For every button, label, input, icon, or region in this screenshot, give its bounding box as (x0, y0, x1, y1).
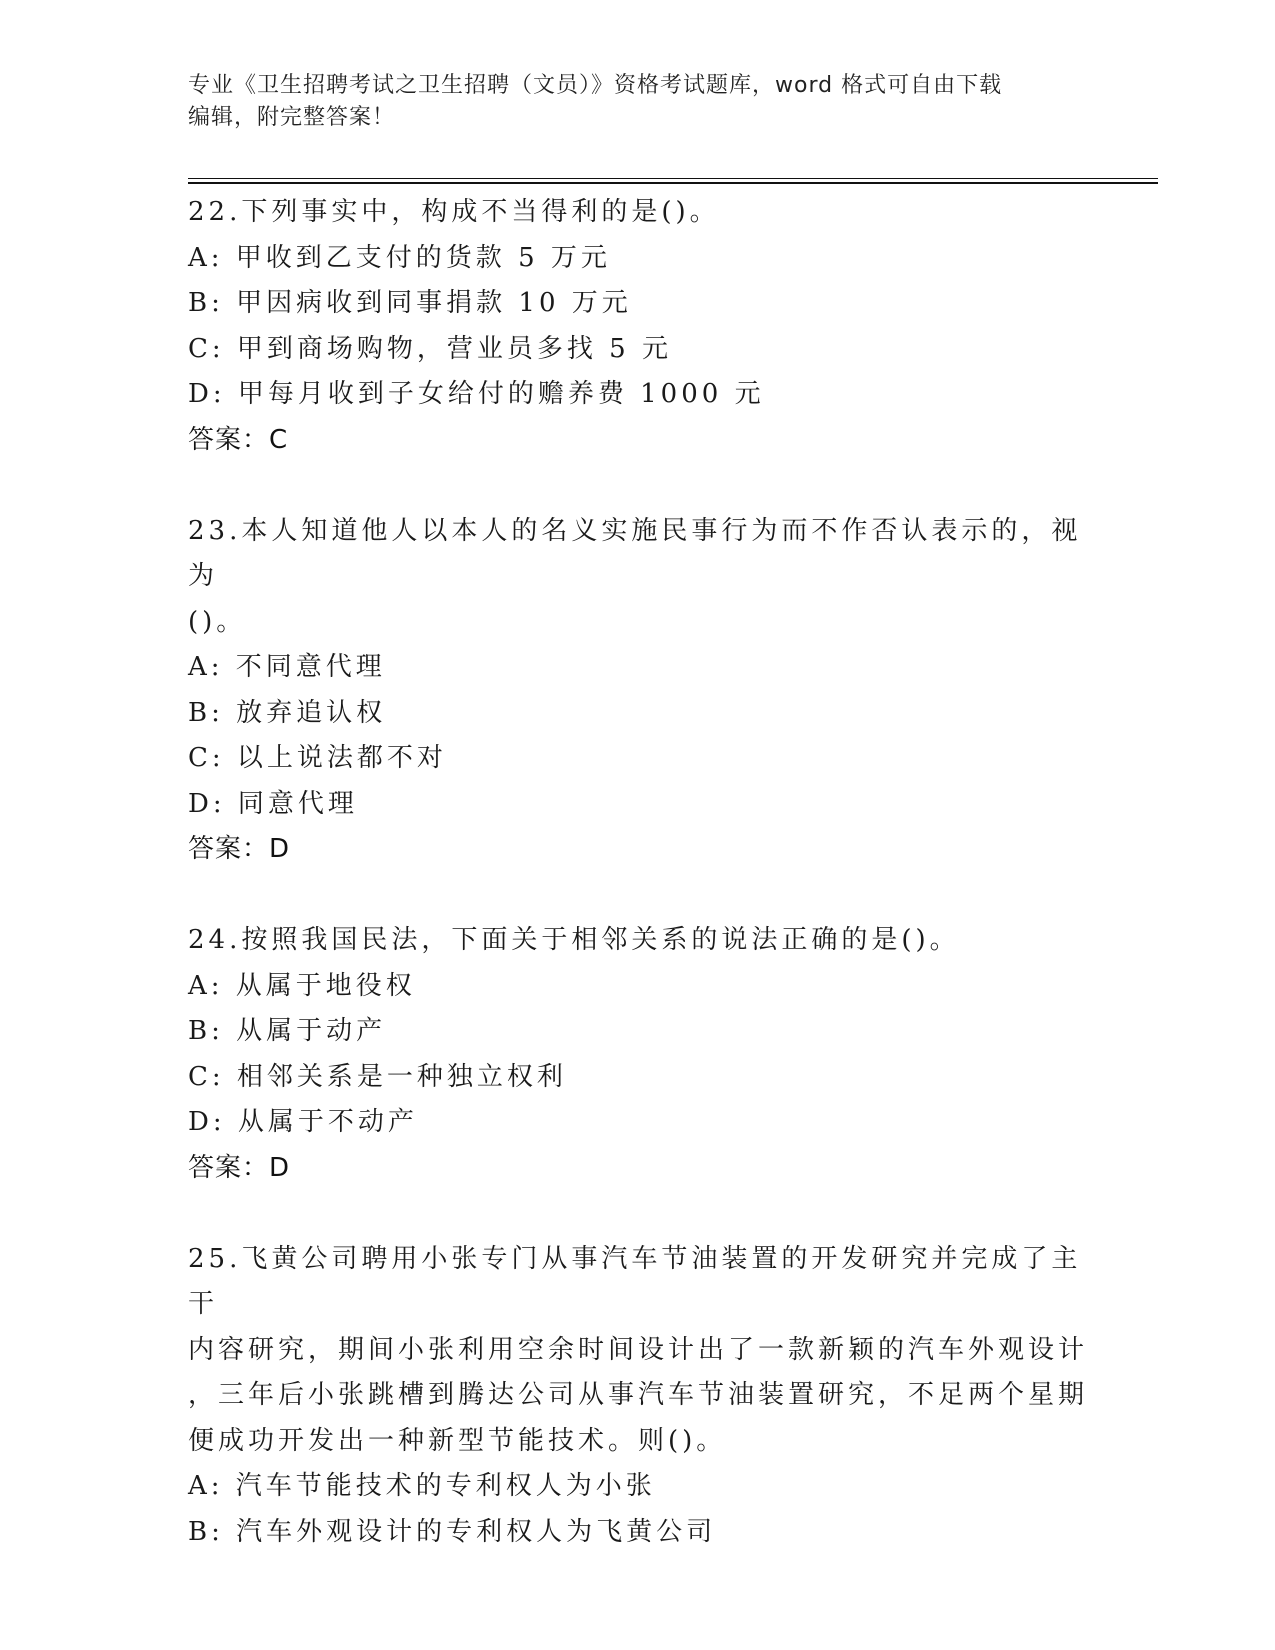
question-stem: 25.飞黄公司聘用小张专门从事汽车节油装置的开发研究并完成了主干 (188, 1243, 1082, 1319)
question-25 (188, 1237, 1088, 1556)
option-a: A: 汽车节能技术的专利权人为小张 (188, 1471, 656, 1501)
question-23 (188, 509, 1088, 873)
header-line-1: 专业《卫生招聘考试之卫生招聘（文员）》资格考试题库，word 格式可自由下载 (188, 73, 1003, 98)
question-stem-continued: 内容研究，期间小张利用空余时间设计出了一款新颖的汽车外观设计 (188, 1334, 1089, 1365)
question-list (188, 190, 1088, 1555)
option-d: D: 同意代理 (188, 788, 358, 819)
option-b: B: 放弃追认权 (188, 697, 387, 728)
spacer (188, 463, 1088, 509)
spacer (188, 873, 1088, 919)
option-b: B: 从属于动产 (188, 1016, 387, 1046)
answer-line: 答案：D (188, 834, 291, 864)
header-divider-thick (188, 182, 1158, 184)
option-a: A: 不同意代理 (188, 652, 386, 682)
answer-line: 答案：D (188, 1152, 291, 1183)
header-divider-thin (188, 178, 1158, 179)
question-stem: 24.按照我国民法，下面关于相邻关系的说法正确的是()。 (188, 925, 960, 955)
option-c: C: 甲到商场购物，营业员多找 5 元 (188, 333, 672, 364)
option-b: B: 汽车外观设计的专利权人为飞黄公司 (188, 1516, 717, 1547)
document-header (188, 70, 1088, 134)
header-line-2: 编辑，附完整答案！ (188, 105, 396, 130)
option-a: A: 甲收到乙支付的货款 5 万元 (188, 242, 611, 273)
spacer (188, 1191, 1088, 1237)
question-stem: 22.下列事实中，构成不当得利的是()。 (188, 197, 720, 227)
option-a: A: 从属于地役权 (188, 970, 416, 1001)
option-b: B: 甲因病收到同事捐款 10 万元 (188, 288, 632, 318)
answer-line: 答案：C (188, 424, 289, 455)
question-stem: 23.本人知道他人以本人的名义实施民事行为而不作否认表示的，视为 (188, 515, 1082, 591)
option-c: C: 相邻关系是一种独立权利 (188, 1061, 567, 1092)
question-24 (188, 918, 1088, 1191)
question-stem-continued: ，三年后小张跳槽到腾达公司从事汽车节油装置研究，不足两个星期 (188, 1380, 1089, 1410)
option-d: D: 从属于不动产 (188, 1107, 418, 1137)
question-22 (188, 190, 1088, 463)
option-d: D: 甲每月收到子女给付的赡养费 1000 元 (188, 379, 765, 409)
question-stem-continued: ()。 (188, 606, 247, 637)
option-c: C: 以上说法都不对 (188, 743, 447, 773)
question-stem-continued: 便成功开发出一种新型节能技术。则()。 (188, 1425, 727, 1456)
